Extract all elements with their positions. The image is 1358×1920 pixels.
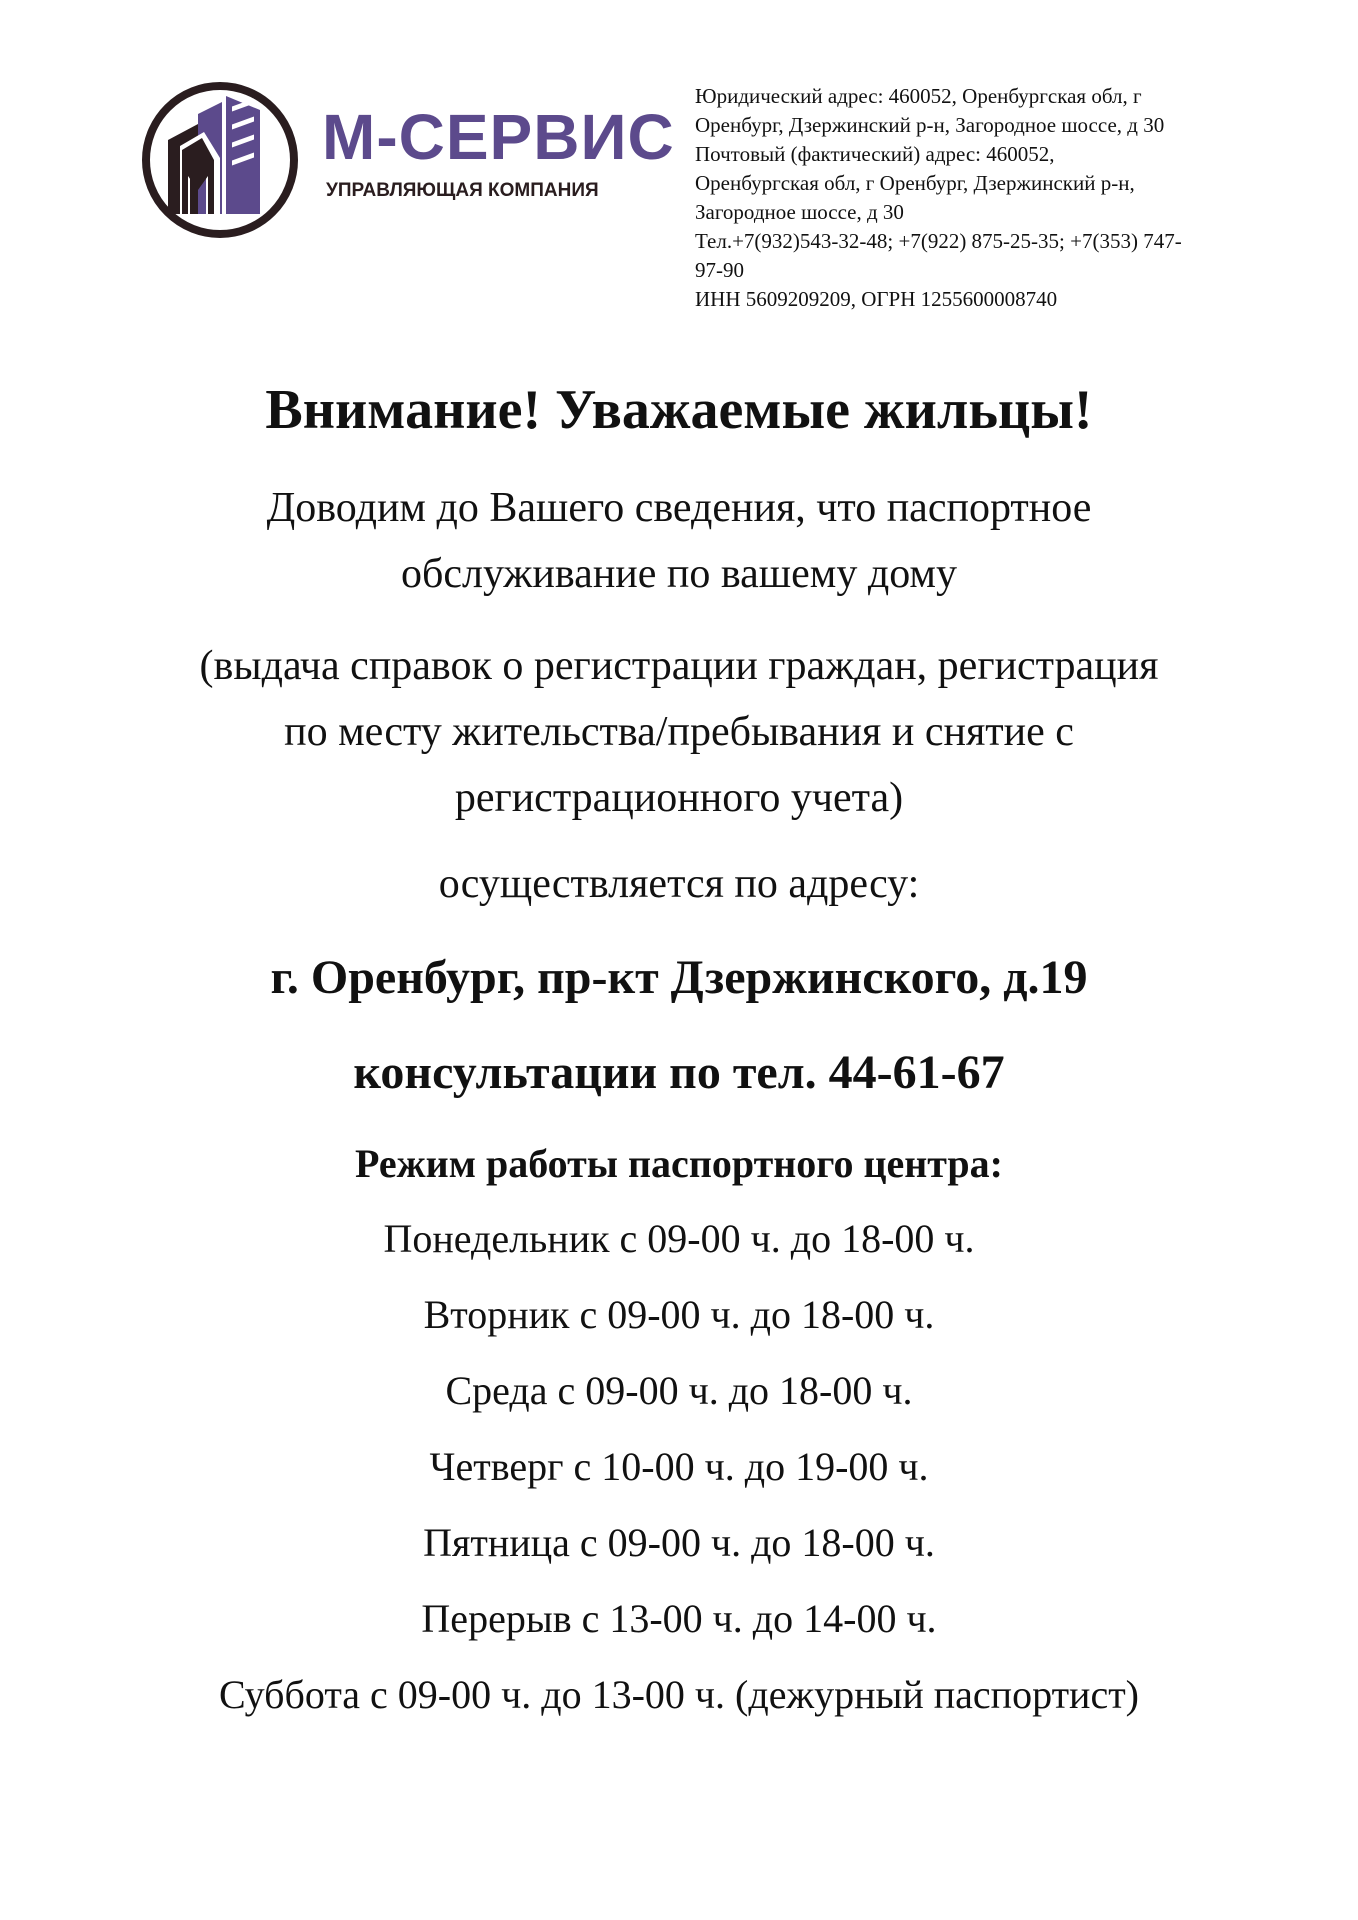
company-name: М-СЕРВИС: [322, 101, 675, 173]
notice-title: Внимание! Уважаемые жильцы!: [265, 379, 1093, 441]
contacts-line: Загородное шоссе, д 30: [695, 200, 904, 224]
services-line: по месту жительства/пребывания и снятие с: [284, 709, 1074, 755]
intro-line: обслуживание по вашему дому: [400, 551, 958, 597]
contacts-line: Оренбург, Дзержинский р-н, Загородное шоссе, д 30: [695, 113, 1165, 137]
schedule-item: Вторник с 09-00 ч. до 18-00 ч.: [423, 1292, 935, 1337]
contacts-line: Оренбургская обл, г Оренбург, Дзержинский р-н,: [695, 171, 1135, 195]
services-line: регистрационного учета): [454, 775, 904, 821]
at-address-text: осуществляется по адресу:: [438, 861, 920, 907]
schedule-item: Суббота с 09-00 ч. до 13-00 ч. (дежурный паспортист): [218, 1672, 1140, 1717]
company-contacts: [695, 82, 1295, 314]
passport-office-address: г. Оренбург, пр-кт Дзержинского, д.19: [270, 951, 1088, 1004]
building-logo-icon: [140, 80, 300, 240]
consultation-phone: консультации по тел. 44-61-67: [353, 1046, 1005, 1099]
intro-line: Доводим до Вашего сведения, что паспортное: [266, 485, 1092, 531]
contacts-line: Тел.+7(932)543-32-48; +7(922) 875-25-35; +7(353) 747-: [695, 229, 1182, 253]
company-subtitle: УПРАВЛЯЮЩАЯ КОМПАНИЯ: [326, 180, 599, 201]
schedule-item: Четверг с 10-00 ч. до 19-00 ч.: [429, 1444, 929, 1489]
schedule-item: Перерыв с 13-00 ч. до 14-00 ч.: [421, 1596, 937, 1641]
letterhead: [0, 0, 1358, 320]
schedule-item: Среда с 09-00 ч. до 18-00 ч.: [445, 1368, 913, 1413]
services-line: (выдача справок о регистрации граждан, регистрация: [199, 643, 1159, 689]
schedule-title: Режим работы паспортного центра:: [354, 1141, 1003, 1186]
schedule-item: Пятница с 09-00 ч. до 18-00 ч.: [423, 1520, 935, 1565]
contacts-line: 97-90: [695, 258, 744, 282]
contacts-line: ИНН 5609209209, ОГРН 1255600008740: [695, 287, 1058, 311]
company-logo: [140, 80, 685, 240]
schedule-item: Понедельник с 09-00 ч. до 18-00 ч.: [383, 1216, 975, 1261]
contacts-line: Юридический адрес: 460052, Оренбургская обл, г: [695, 84, 1142, 108]
contacts-line: Почтовый (фактический) адрес: 460052,: [695, 142, 1055, 166]
